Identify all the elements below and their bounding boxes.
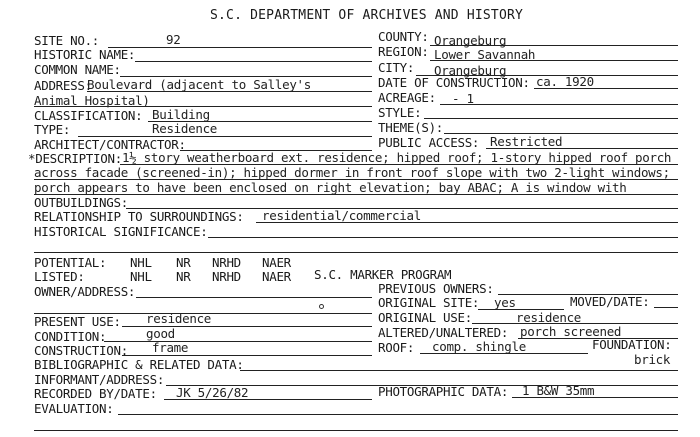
bibliographic-label: BIBLIOGRAPHIC & RELATED DATA:: [34, 357, 244, 372]
style-line: [424, 118, 678, 119]
construction-line: [122, 355, 372, 356]
informant-label: INFORMANT/ADDRESS:: [34, 372, 165, 387]
address-value-1: Boulevard (adjacent to Salley's: [87, 77, 311, 92]
region-value: Lower Savannah: [434, 47, 536, 62]
original-site-value: yes: [494, 295, 516, 310]
owner-address-line: [136, 297, 372, 298]
original-use-value: residence: [516, 310, 582, 325]
public-access-label: PUBLIC ACCESS:: [378, 135, 480, 150]
previous-owners-label: PREVIOUS OWNERS:: [378, 281, 494, 296]
region-label: REGION:: [378, 44, 429, 59]
roof-label: ROOF:: [378, 340, 415, 355]
original-use-label: ORIGINAL USE:: [378, 310, 472, 325]
evaluation-label: EVALUATION:: [34, 401, 114, 416]
relationship-label: RELATIONSHIP TO SURROUNDINGS:: [34, 209, 244, 224]
city-label: CITY:: [378, 60, 415, 75]
common-name-label: COMMON NAME:: [34, 62, 121, 77]
description-line-1: 1½ story weatherboard ext. residence; hipped roof; 1-story hipped roof porch: [122, 150, 672, 165]
listed-nhl: NHL: [130, 269, 152, 284]
listed-nrhd: NRHD: [212, 269, 241, 284]
sc-marker-program: S.C. MARKER PROGRAM: [314, 267, 452, 282]
foundation-value: brick: [634, 352, 671, 367]
potential-nr: NR: [176, 255, 191, 270]
photographic-line: [512, 397, 678, 398]
public-access-line: [486, 148, 678, 149]
description-label: *DESCRIPTION:: [28, 151, 122, 166]
date-construction-value: ca. 1920: [536, 74, 594, 89]
address-line-1: [87, 91, 372, 92]
potential-naer: NAER: [262, 255, 291, 270]
classification-value: Building: [152, 107, 210, 122]
condition-label: CONDITION:: [34, 329, 107, 344]
date-construction-line: [534, 88, 678, 89]
style-label: STYLE:: [378, 105, 422, 120]
type-label: TYPE:: [34, 122, 71, 137]
listed-nr: NR: [176, 269, 191, 284]
present-use-label: PRESENT USE:: [34, 314, 121, 329]
construction-label: CONSTRUCTION:: [34, 343, 128, 358]
condition-line: [104, 341, 372, 342]
acreage-line: [440, 104, 678, 105]
site-no-line: [108, 47, 372, 48]
site-no-value: 92: [166, 32, 181, 47]
foundation-label: FOUNDATION:: [592, 337, 672, 352]
owner-address-label: OWNER/ADDRESS:: [34, 284, 136, 299]
mouse-cursor-mark: [319, 304, 324, 309]
form-header: S.C. DEPARTMENT OF ARCHIVES AND HISTORY: [210, 8, 524, 23]
moved-date-line: [654, 307, 678, 308]
listed-label: LISTED:: [34, 269, 85, 284]
themes-label: THEME(S):: [378, 120, 444, 135]
significance-line-2: [34, 252, 678, 253]
address-value-2: Animal Hospital): [34, 93, 150, 108]
county-value: Orangeburg: [434, 33, 507, 48]
moved-date-label: MOVED/DATE:: [570, 294, 650, 309]
potential-nrhd: NRHD: [212, 255, 241, 270]
recorded-by-line: [164, 399, 372, 400]
historic-name-line: [135, 61, 372, 62]
architect-label: ARCHITECT/CONTRACTOR:: [34, 137, 186, 152]
recorded-by-label: RECORDED BY/DATE:: [34, 386, 157, 401]
region-line: [430, 60, 678, 61]
description-line-2: across facade (screened-in); hipped dormer in front roof slope with two 2-light windows;: [34, 165, 670, 180]
evaluation-line-2: [34, 430, 678, 431]
relationship-line: [256, 222, 678, 223]
site-no-label: SITE NO.:: [34, 33, 100, 48]
address-label: ADDRESS:: [34, 78, 92, 93]
photographic-label: PHOTOGRAPHIC DATA:: [378, 384, 509, 399]
potential-label: POTENTIAL:: [34, 255, 107, 270]
acreage-label: ACREAGE:: [378, 90, 436, 105]
acreage-value: - 1: [452, 91, 474, 106]
altered-label: ALTERED/UNALTERED:: [378, 325, 509, 340]
city-value: Orangeburg: [434, 63, 507, 78]
relationship-value: residential/commercial: [262, 208, 421, 223]
condition-value: good: [146, 326, 175, 341]
description-rule-3: [34, 194, 678, 195]
outbuildings-label: OUTBUILDINGS:: [34, 195, 128, 210]
date-construction-label: DATE OF CONSTRUCTION:: [378, 75, 530, 90]
bibliographic-line: [240, 370, 678, 371]
recorded-by-value: JK 5/26/82: [176, 385, 249, 400]
roof-line: [420, 353, 588, 354]
classification-label: CLASSIFICATION:: [34, 108, 143, 123]
public-access-value: Restricted: [490, 134, 563, 149]
significance-label: HISTORICAL SIGNIFICANCE:: [34, 224, 208, 239]
original-site-label: ORIGINAL SITE:: [378, 295, 480, 310]
description-line-3: porch appears to have been enclosed on right elevation; bay ABAC; A is window with: [34, 180, 627, 195]
historic-name-label: HISTORIC NAME:: [34, 47, 136, 62]
altered-value: porch screened: [520, 324, 622, 339]
present-use-value: residence: [146, 311, 212, 326]
potential-nhl: NHL: [130, 255, 152, 270]
roof-value: comp. shingle: [432, 339, 526, 354]
type-value: Residence: [152, 121, 218, 136]
photographic-value: 1 B&W 35mm: [522, 383, 595, 398]
evaluation-line: [118, 414, 678, 415]
county-line: [430, 45, 678, 46]
construction-value: frame: [152, 340, 189, 355]
county-label: COUNTY:: [378, 29, 429, 44]
listed-naer: NAER: [262, 269, 291, 284]
significance-line: [208, 237, 678, 238]
